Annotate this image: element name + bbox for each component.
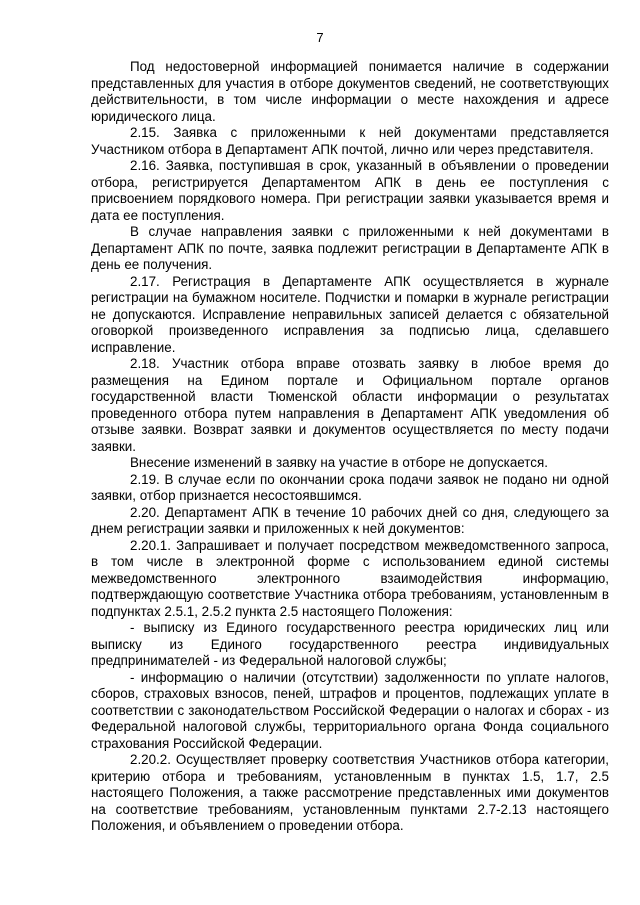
paragraph-2-19: 2.19. В случае если по окончании срока подачи заявок не подано ни одной заявки, отбор признается несостоявшимся. [91, 471, 609, 503]
paragraph-2-17: 2.17. Регистрация в Департаменте АПК осуществляется в журнале регистрации на бумажном носителе. Подчистки и помарки в журнале регистрации не допускаются. Исправление неправильных записей делается с обязательной оговоркой произведенного исправления за подписью лица, сделавшего исправление. [91, 273, 609, 355]
list-item-registry-extract: - выписку из Единого государственного реестра юридических лиц или выписку из Единого государственного реестра индивидуальных предпринимателей - из Федеральной налоговой службы; [91, 620, 609, 668]
paragraph-no-changes: Внесение изменений в заявку на участие в отборе не допускается. [130, 455, 548, 470]
paragraph-2-20-1: 2.20.1. Запрашивает и получает посредством межведомственного запроса, в том числе в электронной форме с использованием единой системы межведомственного электронного взаимодействия информацию, подтверждающую соответствие Участника отбора требованиям, установленным в подпунктах 2.5.1, 2.5.2 пункта 2.5 настоящего Положения: [91, 537, 609, 619]
paragraph-2-16: 2.16. Заявка, поступившая в срок, указанный в объявлении о проведении отбора, регистрируется Департаментом АПК в день ее поступления с присвоением порядкового номера. При регистрации заявки указывается время и дата ее поступления. [91, 158, 609, 223]
paragraph-postal-registration: В случае направления заявки с приложенными к ней документами в Департамент АПК по почте, заявка подлежит регистрации в Департаменте АПК в день ее получения. [91, 224, 609, 272]
document-body [91, 59, 609, 835]
paragraph-2-18: 2.18. Участник отбора вправе отозвать заявку в любое время до размещения на Едином портале и Официальном портале органов государственной власти Тюменской области информации о результатах проведенного отбора путем направления в Департамент АПК уведомления об отзыве заявки. Возврат заявки и документов осуществляется по месту подачи заявки. [91, 356, 609, 454]
paragraph-2-15: 2.15. Заявка с приложенными к ней документами представляется Участником отбора в Департамент АПК почтой, лично или через представителя. [91, 125, 609, 157]
paragraph-2-20-2: 2.20.2. Осуществляет проверку соответствия Участников отбора категории, критерию отбора и требованиям, установленным в пунктах 1.5, 1.7, 2.5 настоящего Положения, а также рассмотрение представленных ими документов на соответствие требованиям, установленным пунктами 2.7-2.13 настоящего Положения, и объявлением о проведении отбора. [91, 752, 609, 833]
page-number: 7 [316, 30, 324, 45]
paragraph-2-20: 2.20. Департамент АПК в течение 10 рабочих дней со дня, следующего за днем регистрации заявки и приложенных к ней документов: [91, 504, 609, 536]
list-item-tax-debt-info: - информацию о наличии (отсутствии) задолженности по уплате налогов, сборов, страховых взносов, пеней, штрафов и процентов, подлежащих уплате в соответствии с законодательством Российской Федерации о налогах и сборах - из Федеральной налоговой службы, территориального органа Фонда социального страхования Российской Федерации. [91, 669, 609, 751]
paragraph-unreliable-info: Под недостоверной информацией понимается наличие в содержании представленных для участия в отборе документов сведений, не соответствующих действительности, в том числе информации о месте нахождения и адресе юридического лица. [91, 59, 609, 124]
